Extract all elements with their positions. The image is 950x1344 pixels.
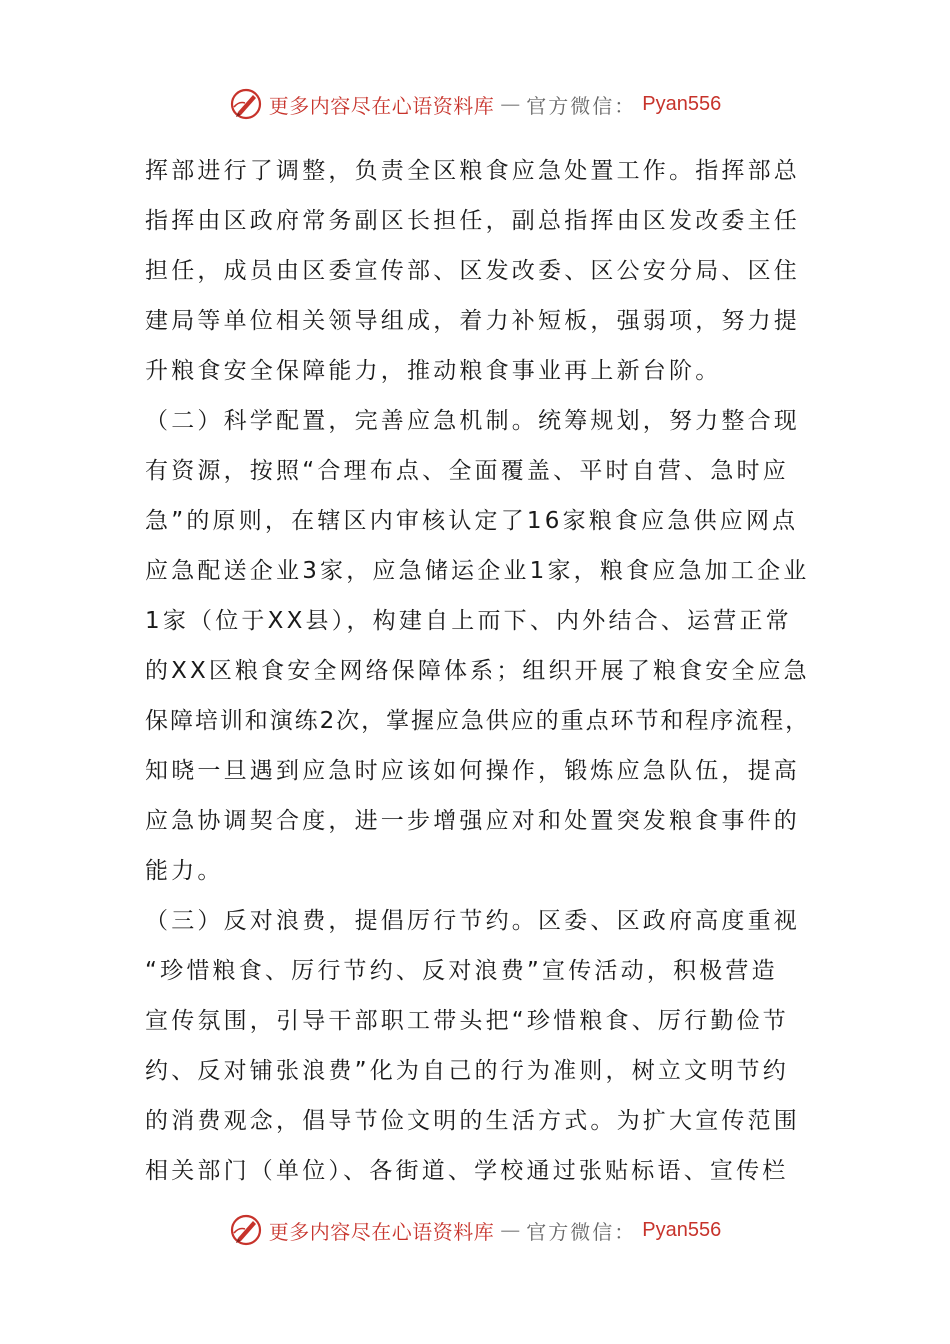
watermark-dash: — [500,1218,521,1242]
pen-logo-icon [229,87,263,121]
text-line: 挥部进行了调整，负责全区粮食应急处置工作。指挥部总 [145,158,800,184]
text-line: 宣传氛围，引导干部职工带头把“珍惜粮食、厉行勤俭节 [145,1008,789,1034]
watermark-dash: — [500,92,521,116]
text-line: 保障培训和演练2次，掌握应急供应的重点环节和程序流程， [145,708,811,734]
text-line: 担任，成员由区委宣传部、区发改委、区公安分局、区住 [145,258,800,284]
text-line: 1家（位于XX县），构建自上而下、内外结合、运营正常 [145,608,792,634]
text-line: （二）科学配置，完善应急机制。统筹规划，努力整合现 [145,408,800,434]
text-line: （三）反对浪费，提倡厉行节约。区委、区政府高度重视 [145,908,800,934]
watermark-text: 更多内容尽在心语资料库 [268,1219,495,1244]
text-line: “珍惜粮食、厉行节约、反对浪费”宣传活动，积极营造 [145,958,778,984]
text-line: 能力。 [145,858,224,884]
watermark-text: 更多内容尽在心语资料库 [268,93,495,118]
text-line: 应急协调契合度，进一步增强应对和处置突发粮食事件的 [145,808,800,834]
text-line: 指挥由区政府常务副区长担任，副总指挥由区发改委主任 [145,208,800,234]
text-line: 知晓一旦遇到应急时应该如何操作，锻炼应急队伍，提高 [145,758,800,784]
text-line: 升粮食安全保障能力，推动粮食事业再上新台阶。 [145,358,722,384]
document-body [145,146,810,1196]
text-line: 应急配送企业3家，应急储运企业1家，粮食应急加工企业 [145,558,810,584]
pen-logo-icon [229,1213,263,1247]
text-line: 约、反对铺张浪费”化为自己的行为准则，树立文明节约 [145,1058,789,1084]
text-line: 急”的原则，在辖区内审核认定了16家粮食应急供应网点 [145,508,799,534]
text-line: 相关部门（单位）、各街道、学校通过张贴标语、宣传栏 [145,1158,789,1184]
header-watermark [0,84,950,124]
footer-watermark [0,1210,950,1250]
text-line: 的XX区粮食安全网络保障体系；组织开展了粮食安全应急 [145,658,810,684]
watermark-wechat-label: 官方微信： [526,93,637,118]
watermark-wechat-id: Pyan556 [642,92,722,115]
watermark-wechat-label: 官方微信： [526,1219,637,1244]
text-line: 有资源，按照“合理布点、全面覆盖、平时自营、急时应 [145,458,789,484]
watermark-wechat-id: Pyan556 [642,1218,722,1241]
text-line: 建局等单位相关领导组成，着力补短板，强弱项，努力提 [145,308,800,334]
text-line: 的消费观念，倡导节俭文明的生活方式。为扩大宣传范围 [145,1108,800,1134]
